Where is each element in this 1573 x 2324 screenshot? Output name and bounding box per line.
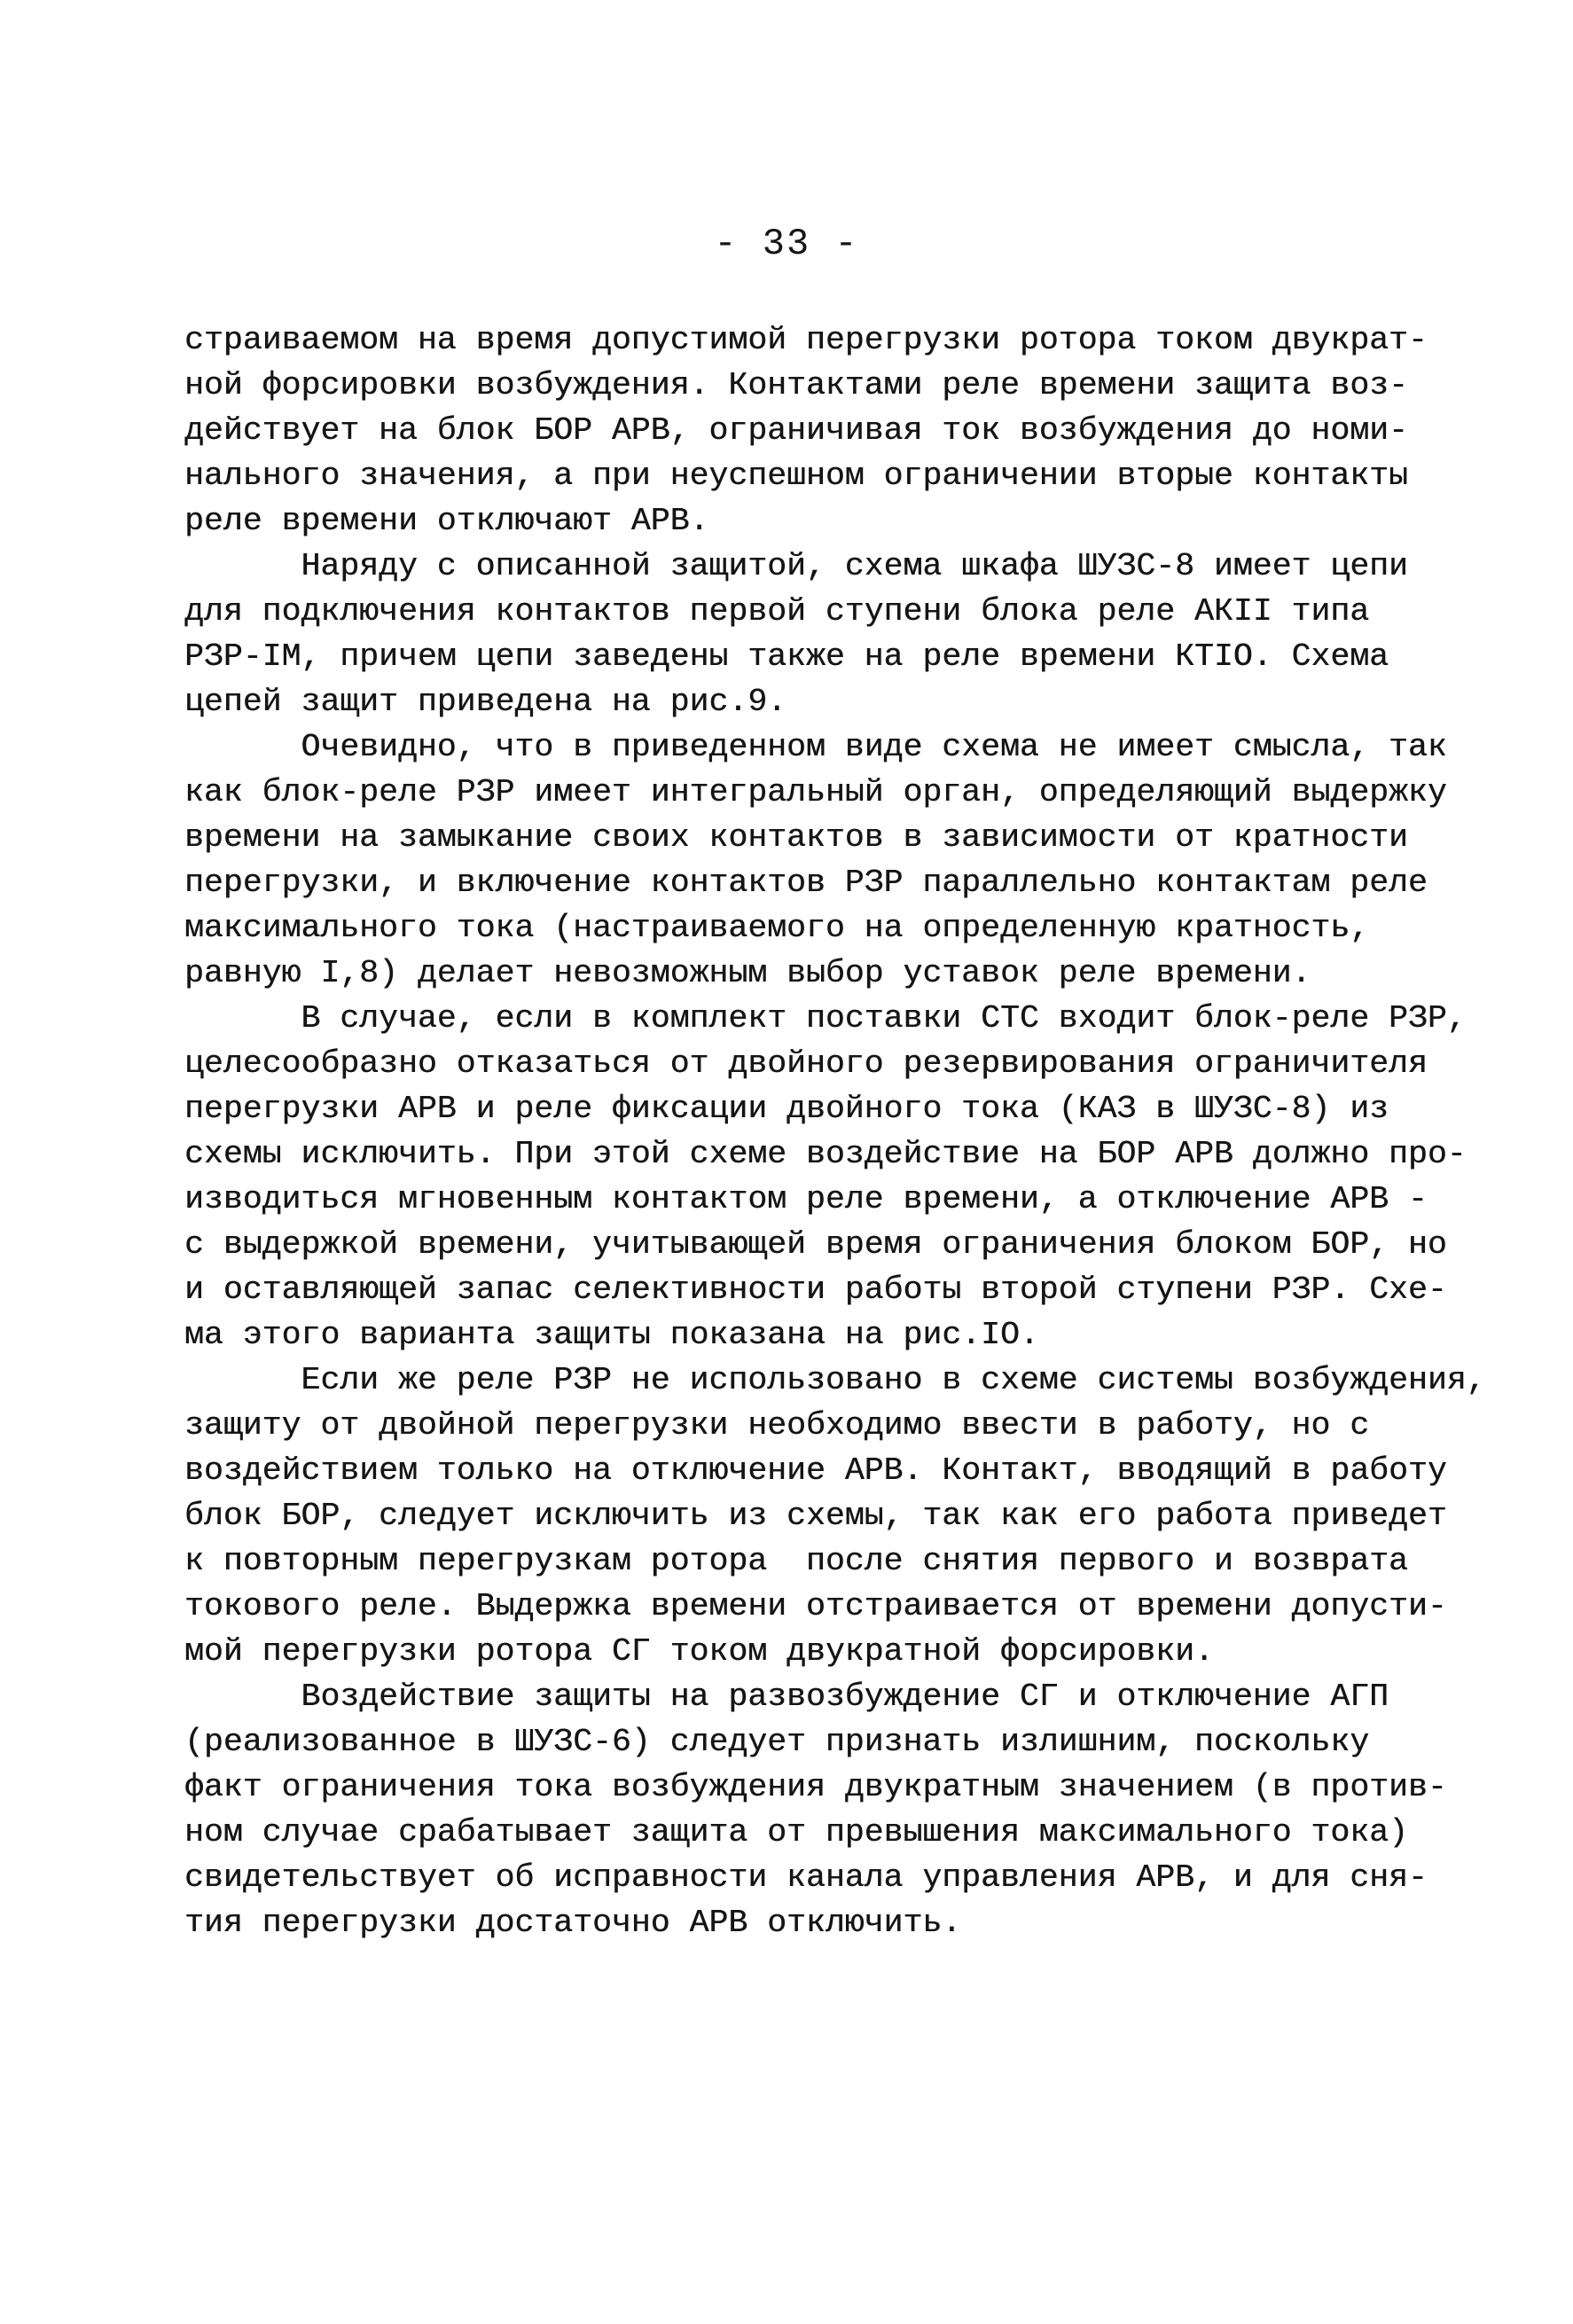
text-line: перегрузки, и включение контактов РЗР параллельно контактам реле: [184, 865, 1428, 901]
text-line: как блок-реле РЗР имеет интегральный орган, определяющий выдержку: [184, 774, 1447, 810]
text-line: максимального тока (настраиваемого на определенную кратность,: [184, 910, 1370, 946]
page-number: - 33 -: [714, 223, 859, 265]
text-line: Если же реле РЗР не использовано в схеме системы возбуждения,: [184, 1362, 1486, 1398]
text-line: с выдержкой времени, учитывающей время ограничения блоком БОР, но: [184, 1226, 1447, 1263]
text-line: свидетельствует об исправности канала управления АРВ, и для сня-: [184, 1859, 1428, 1896]
text-line: ном случае срабатывает защита от превышения максимального тока): [184, 1814, 1408, 1851]
text-line: к повторным перегрузкам ротора после снятия первого и возврата: [184, 1543, 1408, 1579]
text-line: равную I,8) делает невозможным выбор уставок реле времени.: [184, 955, 1311, 991]
text-line: нального значения, а при неуспешном ограничении вторые контакты: [184, 458, 1408, 494]
text-line: тия перегрузки достаточно АРВ отключить.: [184, 1905, 962, 1941]
text-line: блок БОР, следует исключить из схемы, так как его работа приведет: [184, 1498, 1447, 1534]
text-line: времени на замыкание своих контактов в зависимости от кратности: [184, 819, 1408, 856]
text-line: реле времени отключают АРВ.: [184, 503, 709, 539]
text-line: Воздействие защиты на развозбуждение СГ и отключение АГП: [184, 1678, 1389, 1715]
text-line: (реализованное в ШУЗС-6) следует признать излишним, поскольку: [184, 1724, 1370, 1760]
text-line: цепей защит приведена на рис.9.: [184, 684, 787, 720]
text-line: и оставляющей запас селективности работы второй ступени РЗР. Схе-: [184, 1272, 1447, 1308]
text-line: РЗР-IМ, причем цепи заведены также на реле времени КТIО. Схема: [184, 638, 1389, 675]
text-line: токового реле. Выдержка времени отстраивается от времени допусти-: [184, 1588, 1447, 1624]
text-line: Наряду с описанной защитой, схема шкафа ШУЗС-8 имеет цепи: [184, 548, 1408, 584]
body-text: [184, 317, 1486, 1945]
text-line: факт ограничения тока возбуждения двукратным значением (в против-: [184, 1769, 1447, 1805]
text-line: изводиться мгновенным контактом реле времени, а отключение АРВ -: [184, 1181, 1428, 1217]
text-line: страиваемом на время допустимой перегрузки ротора током двукрат-: [184, 322, 1428, 358]
text-line: мой перегрузки ротора СГ током двукратной форсировки.: [184, 1633, 1214, 1670]
text-line: воздействием только на отключение АРВ. Контакт, вводящий в работу: [184, 1452, 1447, 1489]
text-line: ма этого варианта защиты показана на рис.IО.: [184, 1317, 1039, 1353]
text-line: действует на блок БОР АРВ, ограничивая ток возбуждения до номи-: [184, 412, 1408, 449]
text-line: защиту от двойной перегрузки необходимо ввести в работу, но с: [184, 1407, 1370, 1444]
text-line: для подключения контактов первой ступени блока реле АКII типа: [184, 593, 1370, 630]
text-line: В случае, если в комплект поставки СТС входит блок-реле РЗР,: [184, 1000, 1467, 1037]
text-line: схемы исключить. При этой схеме воздействие на БОР АРВ должно про-: [184, 1136, 1467, 1172]
text-line: целесообразно отказаться от двойного резервирования ограничителя: [184, 1045, 1428, 1082]
text-line: ной форсировки возбуждения. Контактами реле времени защита воз-: [184, 367, 1408, 403]
text-line: Очевидно, что в приведенном виде схема не имеет смысла, так: [184, 729, 1447, 765]
text-line: перегрузки АРВ и реле фиксации двойного тока (КАЗ в ШУЗС-8) из: [184, 1091, 1389, 1127]
